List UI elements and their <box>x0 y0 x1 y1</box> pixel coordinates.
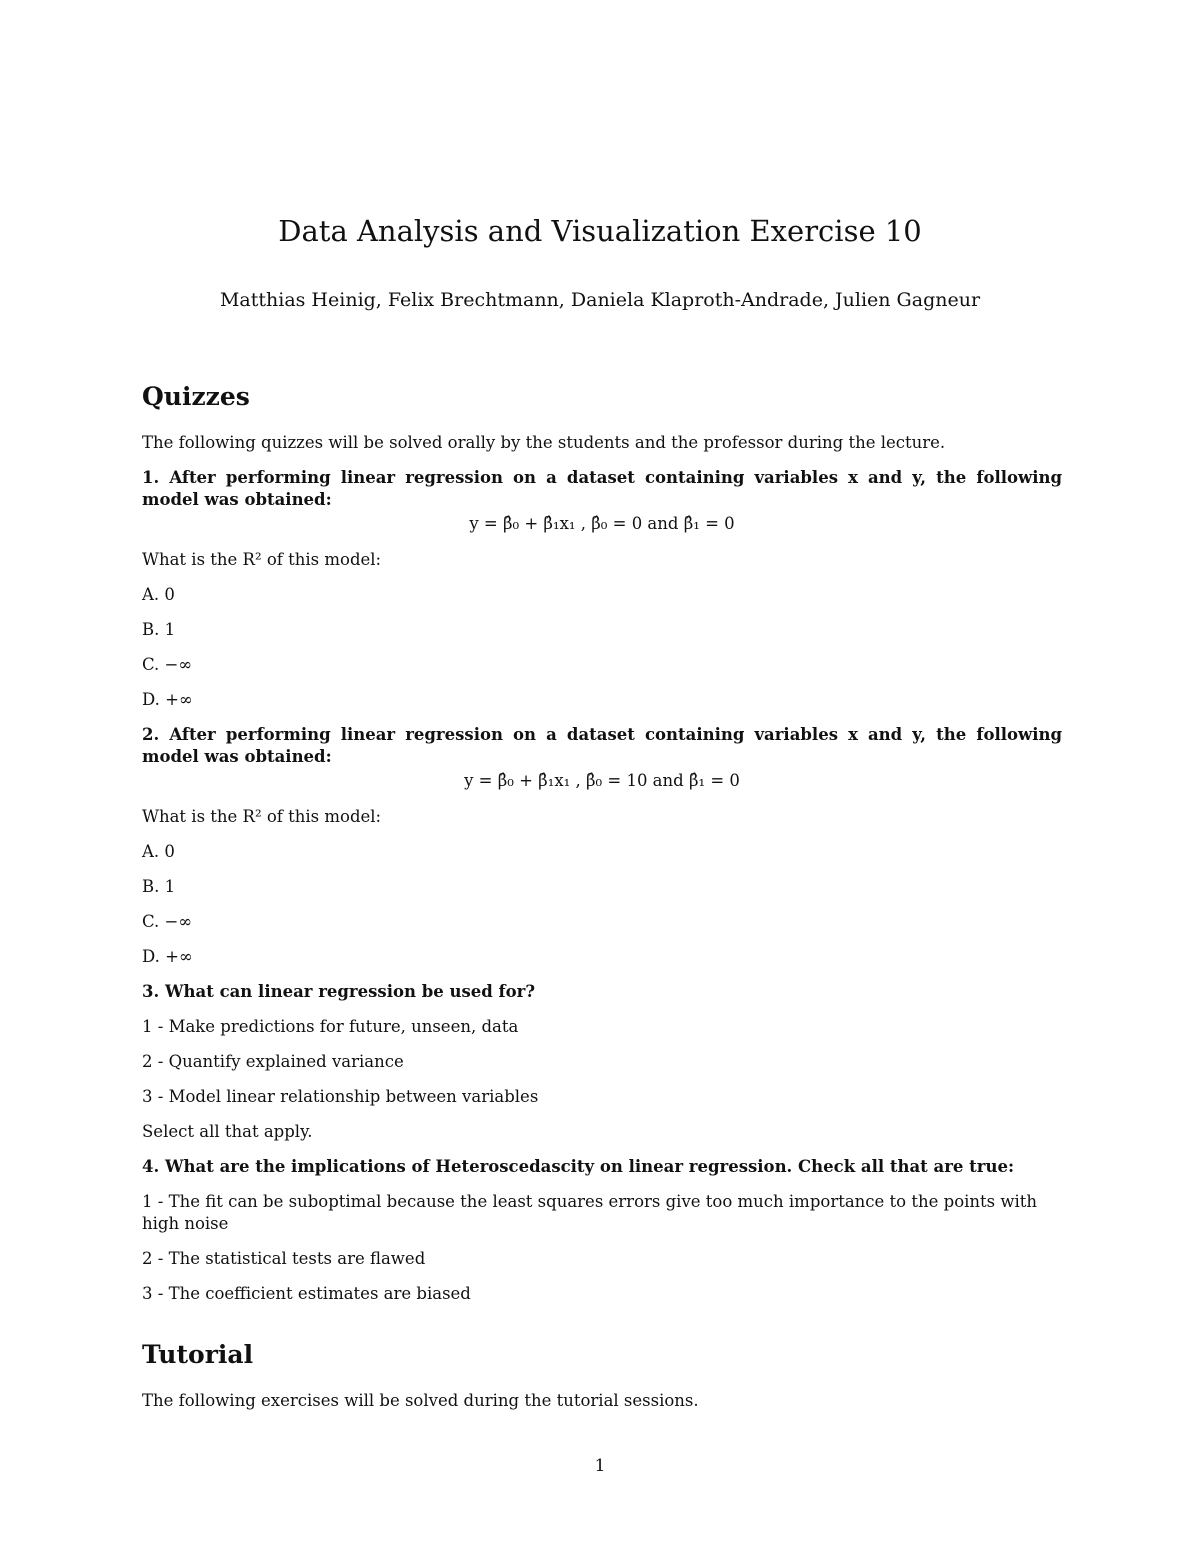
quiz-question-4 <box>142 1156 1062 1305</box>
quiz-question-3 <box>142 981 1062 1143</box>
answer-option: 3 - Model linear relationship between variables <box>142 1087 539 1106</box>
answer-option: D. +∞ <box>142 690 193 709</box>
model-equation: y = β̂₀ + β̂₁x₁ , β̂₀ = 0 and β̂₁ = 0 <box>469 514 735 533</box>
question-text: After performing linear regression on a dataset containing variables x and y, the following model was obtained: <box>142 725 1062 766</box>
question-number: 1. <box>142 468 160 487</box>
answer-option: 1 - Make predictions for future, unseen, data <box>142 1017 519 1036</box>
tutorial-intro: The following exercises will be solved during the tutorial sessions. <box>142 1391 699 1410</box>
answer-option: 1 - The fit can be suboptimal because the least squares errors give too much importance to the points with high noise <box>142 1192 1038 1233</box>
question-number: 2. <box>142 725 160 744</box>
answer-option: B. 1 <box>142 877 176 896</box>
question-ask: What is the R² of this model: <box>142 807 382 826</box>
page-number: 1 <box>594 1456 606 1476</box>
question-note: Select all that apply. <box>142 1122 313 1141</box>
quizzes-intro: The following quizzes will be solved orally by the students and the professor during the lecture. <box>142 433 946 452</box>
answer-option: 2 - Quantify explained variance <box>142 1052 404 1071</box>
question-text: What can linear regression be used for? <box>164 982 536 1001</box>
document-body <box>142 380 1062 1425</box>
answer-option: 2 - The statistical tests are flawed <box>142 1249 426 1268</box>
document-title: Data Analysis and Visualization Exercise 10 <box>278 214 922 248</box>
question-ask: What is the R² of this model: <box>142 550 382 569</box>
section-spacer <box>142 1318 1062 1338</box>
question-text: After performing linear regression on a dataset containing variables x and y, the following model was obtained: <box>142 468 1062 509</box>
question-text: What are the implications of Heteroscedascity on linear regression. Check all that are true: <box>164 1157 1015 1176</box>
quiz-question-1 <box>142 467 1062 711</box>
answer-option: 3 - The coefficient estimates are biased <box>142 1284 471 1303</box>
answer-option: A. 0 <box>142 842 175 861</box>
answer-option: A. 0 <box>142 585 175 604</box>
answer-option: B. 1 <box>142 620 176 639</box>
quizzes-heading: Quizzes <box>142 382 250 411</box>
quiz-question-2 <box>142 724 1062 968</box>
tutorial-heading: Tutorial <box>142 1340 254 1369</box>
question-number: 4. <box>142 1157 160 1176</box>
question-number: 3. <box>142 982 160 1001</box>
answer-option: C. −∞ <box>142 912 193 931</box>
author-list: Matthias Heinig, Felix Brechtmann, Daniela Klaproth-Andrade, Julien Gagneur <box>219 289 981 311</box>
answer-option: D. +∞ <box>142 947 193 966</box>
model-equation: y = β̂₀ + β̂₁x₁ , β̂₀ = 10 and β̂₁ = 0 <box>464 771 740 790</box>
answer-option: C. −∞ <box>142 655 193 674</box>
